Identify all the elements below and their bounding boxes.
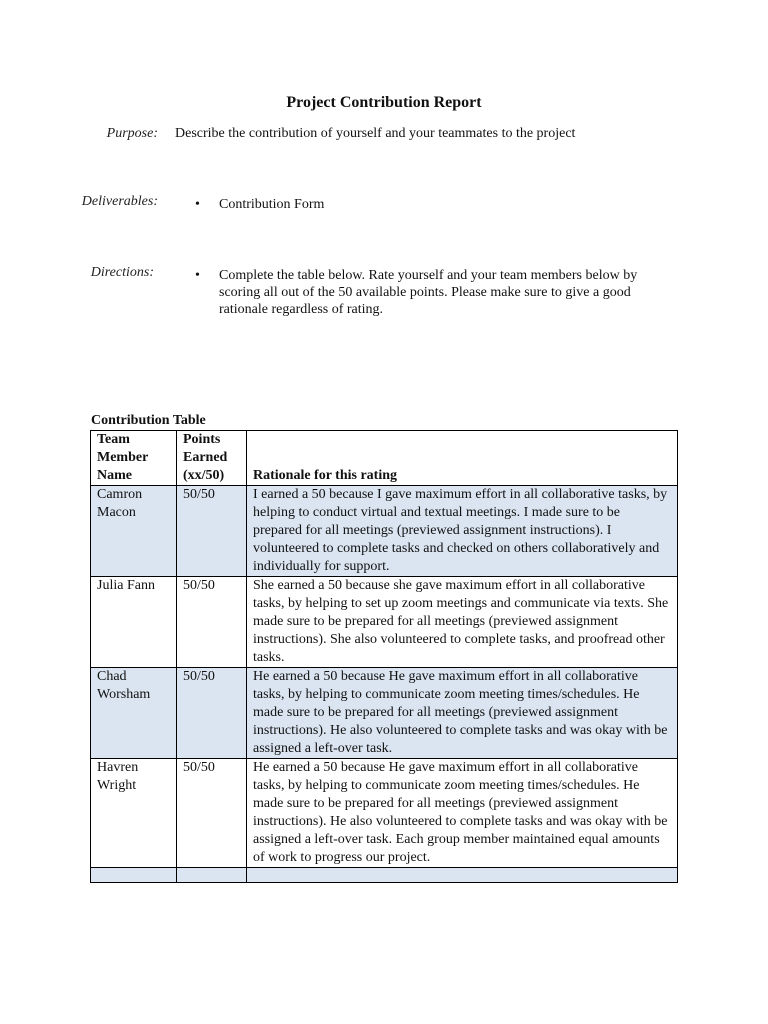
bullet-icon: •	[195, 268, 200, 283]
points-cell: 50/50	[177, 577, 247, 668]
table-row	[91, 668, 678, 759]
empty-cell	[247, 868, 678, 883]
directions-label: Directions:	[90, 265, 154, 280]
rationale-cell: He earned a 50 because He gave maximum effort in all collaborative tasks, by helping to communicate zoom meeting times/schedules. He made sure to be prepared for all meetings (previewed assignment instructions). He also volunteered to complete tasks and was okay with be assigned a left-over task. Each group member maintained equal amounts of work to progress our project.	[247, 759, 678, 868]
empty-cell	[91, 868, 177, 883]
member-name-cell: Havren Wright	[91, 759, 177, 868]
points-cell: 50/50	[177, 486, 247, 577]
deliverables-label: Deliverables:	[81, 194, 158, 209]
rationale-cell: I earned a 50 because I gave maximum effort in all collaborative tasks, by helping to conduct virtual and textual meetings. I made sure to be prepared for all meetings (previewed assignment instructions). I volunteered to complete tasks and checked on others collaboratively and individually for support.	[247, 486, 678, 577]
header-points: Points Earned (xx/50)	[177, 431, 247, 486]
header-rationale: Rationale for this rating	[247, 431, 678, 486]
member-name-cell: Julia Fann	[91, 577, 177, 668]
empty-table-row	[91, 868, 678, 883]
table-row	[91, 577, 678, 668]
contribution-table	[90, 430, 678, 883]
header-name: Team Member Name	[91, 431, 177, 486]
rationale-cell: She earned a 50 because she gave maximum effort in all collaborative tasks, by helping to set up zoom meetings and communicate via texts. She made sure to be prepared for all meetings (previewed assignment instructions). She also volunteered to complete tasks, and proofread other tasks.	[247, 577, 678, 668]
direction-item: Complete the table below. Rate yourself and your team members below by scoring all out of the 50 available points. Please make sure to give a good rationale regardless of rating.	[219, 268, 638, 317]
page-title: Project Contribution Report	[286, 94, 482, 111]
table-caption: Contribution Table	[91, 413, 206, 428]
table-header-row	[91, 431, 678, 486]
points-cell: 50/50	[177, 759, 247, 868]
empty-cell	[177, 868, 247, 883]
purpose-label: Purpose:	[106, 126, 158, 141]
member-name-cell: Camron Macon	[91, 486, 177, 577]
deliverable-item: Contribution Form	[219, 197, 325, 212]
table-row	[91, 486, 678, 577]
rationale-cell: He earned a 50 because He gave maximum effort in all collaborative tasks, by helping to communicate zoom meeting times/schedules. He made sure to be prepared for all meetings (previewed assignment instructions). He also volunteered to complete tasks and was okay with be assigned a left-over task.	[247, 668, 678, 759]
purpose-text: Describe the contribution of yourself and your teammates to the project	[175, 126, 576, 141]
bullet-icon: •	[195, 197, 200, 212]
member-name-cell: Chad Worsham	[91, 668, 177, 759]
points-cell: 50/50	[177, 668, 247, 759]
table-row	[91, 759, 678, 868]
